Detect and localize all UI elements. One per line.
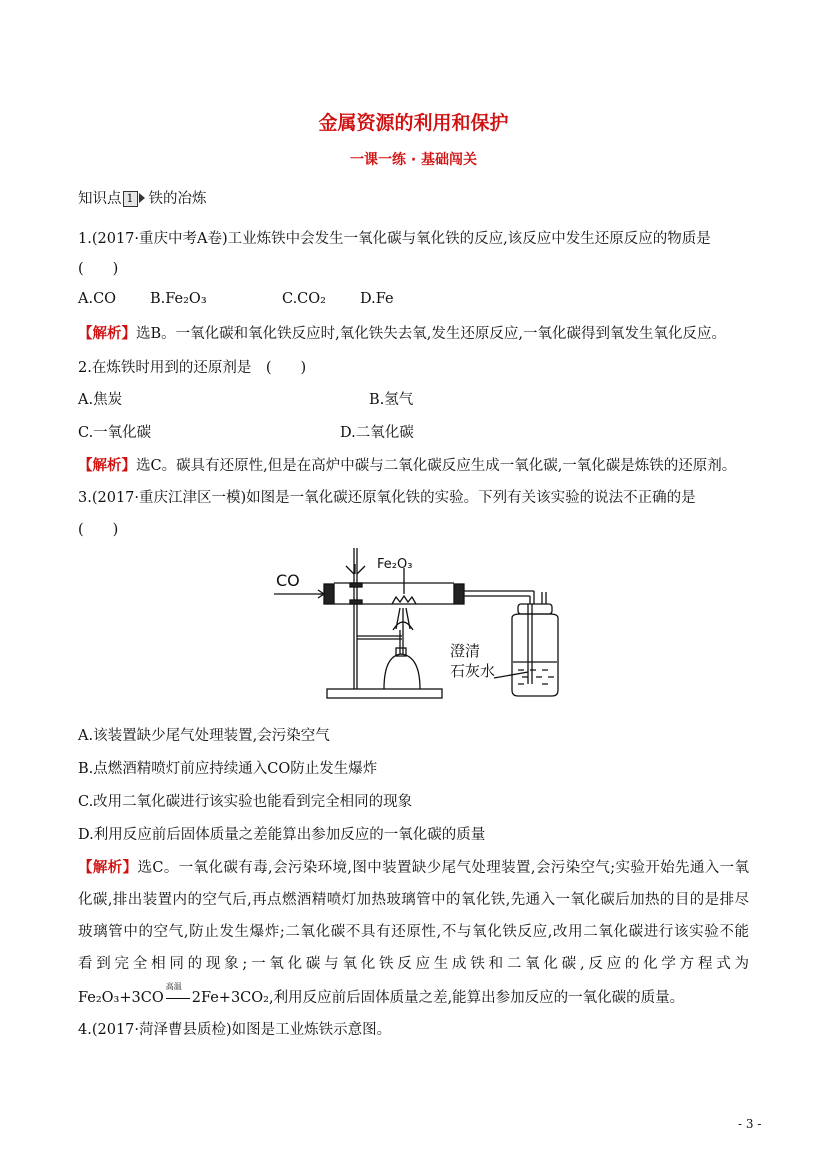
question-3-analysis-line2: 化碳,排出装置内的空气后,再点燃酒精喷灯加热玻璃管中的氧化铁,先通入一氧化碳后加热的目的是排尽: [78, 892, 749, 908]
page-title: 金属资源的利用和保护: [318, 112, 509, 134]
analysis-text: 选C。一氧化碳有毒,会污染环境,图中装置缺少尾气处理装置,会污染空气;实验开始先通入一氧: [137, 860, 750, 876]
question-2-option-c: C.一氧化碳: [78, 425, 152, 441]
question-1-analysis: [78, 322, 726, 343]
question-2-option-a: A.焦炭: [78, 392, 123, 408]
question-3-blank: ( ): [78, 522, 119, 538]
question-1-option-a: A.CO: [78, 291, 117, 307]
question-2-analysis: [78, 454, 736, 475]
knowledge-point-prefix: 知识点: [78, 191, 122, 207]
limewater-label-line2: 石灰水: [450, 662, 496, 680]
question-2-option-b: B.氢气: [369, 392, 414, 408]
stand-base: [327, 689, 442, 698]
flame: [396, 608, 410, 630]
knowledge-point-number: 1: [123, 191, 138, 207]
question-3-option-d: D.利用反应前后固体质量之差能算出参加反应的一氧化碳的质量: [78, 827, 486, 843]
equation-right: 2Fe+3CO₂: [191, 990, 269, 1006]
question-4-stem: 4.(2017·菏泽曹县质检)如图是工业炼铁示意图。: [78, 1022, 392, 1038]
fe2o3-label: Fe₂O₃: [377, 557, 413, 572]
co-reduction-apparatus-figure: [272, 544, 562, 708]
bottle-cap: [518, 604, 552, 614]
page-subtitle: 一课一练 · 基础闯关: [349, 152, 478, 168]
analysis-text: 选B。一氧化碳和氧化铁反应时,氧化铁失去氧,发生还原反应,一氧化碳得到氧发生氧化反应。: [136, 326, 726, 342]
question-1-option-b: B.Fe₂O₃: [150, 291, 207, 307]
equation-condition: 高温: [165, 982, 182, 991]
triangle-arrow-icon: [139, 193, 145, 203]
co-label: CO: [276, 571, 300, 590]
left-stopper: [324, 584, 334, 604]
fe2o3-powder: [392, 596, 416, 604]
question-3-option-c: C.改用二氧化碳进行该实验也能看到完全相同的现象: [78, 794, 413, 810]
question-1-option-d: D.Fe: [360, 291, 394, 307]
analysis-text: 选C。碳具有还原性,但是在高炉中碳与二氧化碳反应生成一氧化碳,一氧化碳是炼铁的还原剂。: [136, 458, 737, 474]
question-2-stem: 2.在炼铁时用到的还原剂是 ( ): [78, 360, 307, 376]
question-3-analysis-line1: [78, 856, 749, 877]
question-3-analysis-line4: 看到完全相同的现象;一氧化碳与氧化铁反应生成铁和二氧化碳,反应的化学方程式为: [78, 956, 749, 972]
analysis-tag: 【解析】: [78, 860, 138, 876]
question-1-option-c: C.CO₂: [282, 291, 326, 307]
analysis-tag: 【解析】: [78, 458, 136, 474]
equation-left: Fe₂O₃+3CO: [78, 990, 164, 1006]
question-3-analysis-line3: 玻璃管中的空气,防止发生爆炸;二氧化碳不具有还原性,不与氧化铁反应,改用二氧化碳进行该实验不能: [78, 924, 749, 940]
analysis-tag: 【解析】: [78, 326, 136, 342]
knowledge-point-heading: [78, 187, 207, 208]
question-2-option-d: D.二氧化碳: [340, 425, 414, 441]
question-3-option-b: B.点燃酒精喷灯前应持续通入CO防止发生爆炸: [78, 761, 378, 777]
page-number: - 3 -: [738, 1117, 762, 1131]
question-3-analysis-line5: [78, 982, 685, 1007]
apparatus-diagram: [272, 544, 562, 704]
analysis-text: ,利用反应前后固体质量之差,能算出参加反应的一氧化碳的质量。: [268, 990, 685, 1006]
question-1-blank: ( ): [78, 261, 119, 277]
question-1-stem: 1.(2017·重庆中考A卷)工业炼铁中会发生一氧化碳与氧化铁的反应,该反应中发生还原反应的物质是: [78, 231, 711, 247]
limewater-label-line1: 澄清: [450, 642, 481, 660]
knowledge-point-label: 铁的冶炼: [148, 191, 207, 207]
equation-arrow: [164, 982, 192, 1006]
right-stopper: [454, 584, 464, 604]
question-3-option-a: A.该装置缺少尾气处理装置,会污染空气: [78, 728, 330, 744]
question-3-stem: 3.(2017·重庆江津区一模)如图是一氧化碳还原氧化铁的实验。下列有关该实验的说法不正确的是: [78, 490, 696, 506]
